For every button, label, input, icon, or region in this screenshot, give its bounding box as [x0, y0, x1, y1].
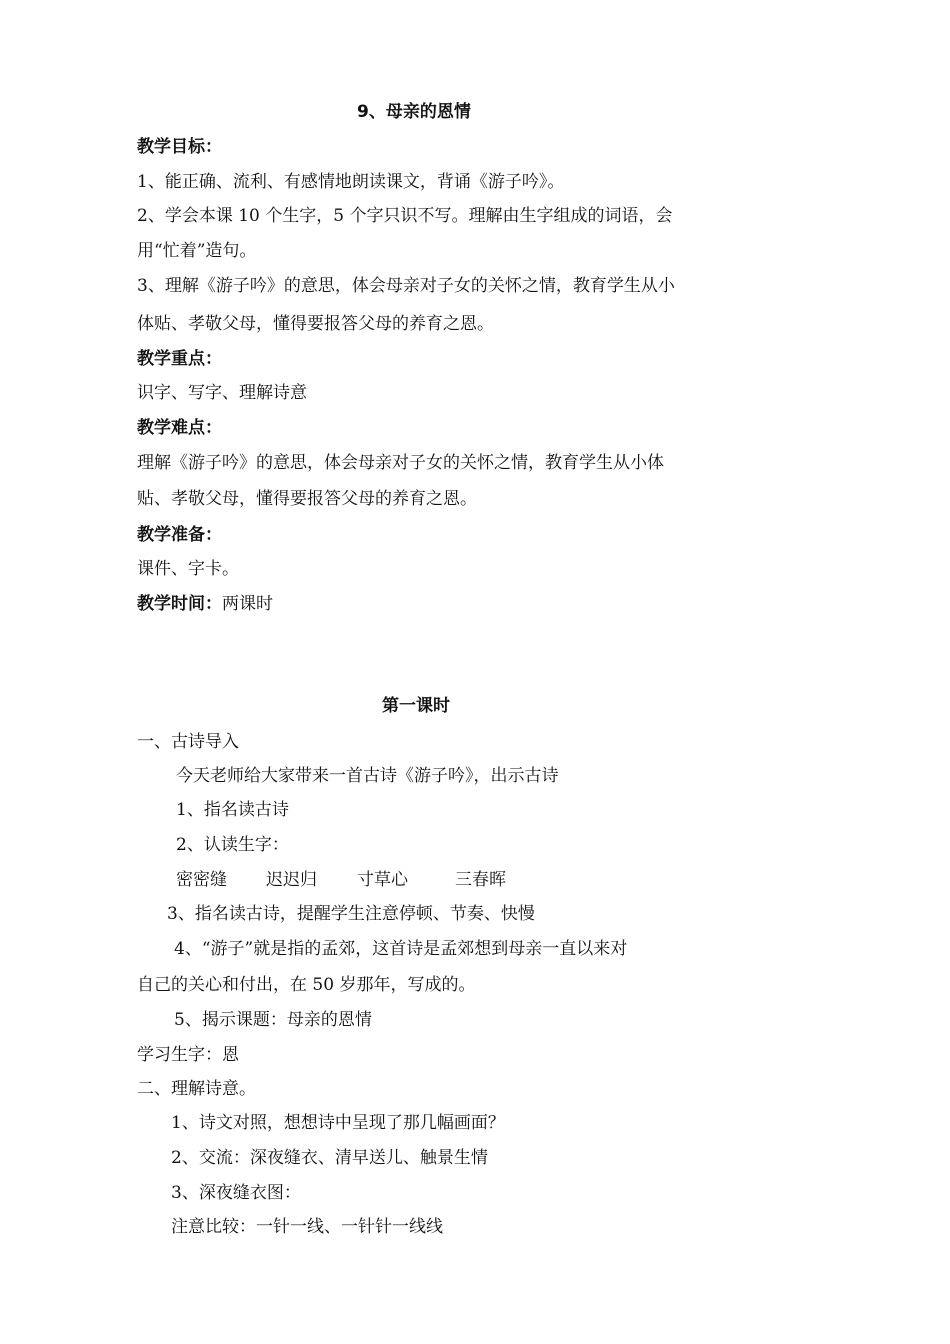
teaching-time — [137, 592, 273, 616]
part-2-note: 注意比较：一针一线、一针针一线线 — [171, 1217, 443, 1237]
part-1-step-4-line-2: 自己的关心和付出，在 50 岁那年，写成的。 — [137, 975, 476, 995]
key-points-text: 识字、写字、理解诗意 — [137, 383, 307, 403]
part-2-title: 二、理解诗意。 — [137, 1079, 256, 1099]
goal-item-3-line-1: 3、理解《游子吟》的意思，体会母亲对子女的关怀之情，教育学生从小 — [137, 276, 675, 296]
new-word-2: 迟迟归 — [266, 870, 317, 890]
difficulties-line-2: 贴、孝敬父母，懂得要报答父母的养育之恩。 — [137, 489, 477, 509]
lesson-1-heading: 第一课时 — [382, 696, 450, 716]
preparation-text: 课件、字卡。 — [137, 559, 239, 579]
new-word-1: 密密缝 — [176, 870, 227, 890]
goal-item-2-line-1: 2、学会本课 10 个生字，5 个字只识不写。理解由生字组成的词语，会 — [137, 206, 673, 226]
page-title: 9、母亲的恩情 — [357, 102, 471, 122]
difficulties-line-1: 理解《游子吟》的意思，体会母亲对子女的关怀之情，教育学生从小体 — [137, 453, 664, 473]
part-1-step-5: 5、揭示课题：母亲的恩情 — [174, 1010, 372, 1030]
part-1-step-1: 1、指名读古诗 — [176, 800, 289, 820]
key-points-heading: 教学重点： — [137, 349, 222, 369]
preparation-heading: 教学准备： — [137, 525, 222, 545]
part-1-step-2: 2、认读生字： — [176, 835, 289, 855]
teaching-time-text: 两课时 — [222, 594, 273, 614]
teaching-time-heading: 教学时间： — [137, 594, 222, 614]
part-1-title: 一、古诗导入 — [137, 732, 239, 752]
goals-heading: 教学目标： — [137, 137, 222, 157]
part-2-step-1: 1、诗文对照，想想诗中呈现了那几幅画面？ — [171, 1113, 505, 1133]
part-2-step-3: 3、深夜缝衣图： — [171, 1183, 301, 1203]
difficulties-heading: 教学难点： — [137, 418, 222, 438]
goal-item-1: 1、能正确、流利、有感情地朗读课文，背诵《游子吟》。 — [137, 172, 565, 192]
new-word-4: 三春晖 — [455, 870, 506, 890]
part-2-step-2: 2、交流：深夜缝衣、清早送儿、触景生情 — [171, 1148, 488, 1168]
part-1-intro: 今天老师给大家带来一首古诗《游子吟》，出示古诗 — [176, 766, 559, 786]
part-1-step-4-line-1: 4、“游子”就是指的孟郊，这首诗是孟郊想到母亲一直以来对 — [174, 939, 628, 959]
goal-item-2-line-2: 用“忙着”造句。 — [137, 241, 257, 261]
goal-item-3-line-2: 体贴、孝敬父母，懂得要报答父母的养育之恩。 — [137, 314, 494, 334]
learn-new-word: 学习生字：恩 — [137, 1045, 239, 1065]
part-1-step-3: 3、指名读古诗，提醒学生注意停顿、节奏、快慢 — [167, 904, 535, 924]
new-word-3: 寸草心 — [357, 870, 408, 890]
